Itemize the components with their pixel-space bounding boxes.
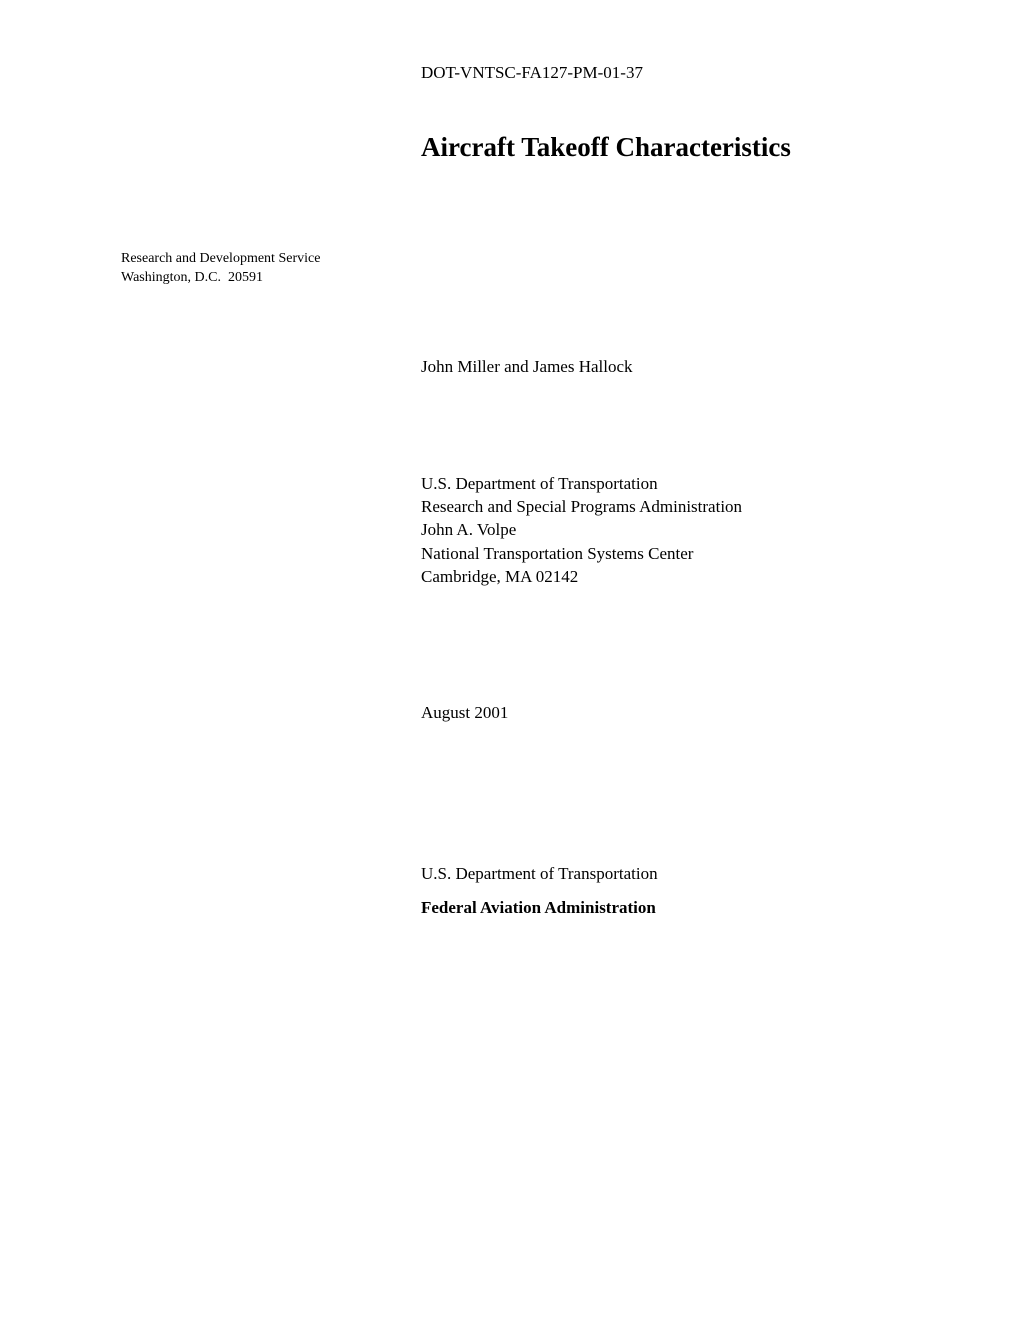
performing-organization [421, 472, 742, 588]
report-number: DOT-VNTSC-FA127-PM-01-37 [421, 63, 643, 82]
agency-department: U.S. Department of Transportation [421, 864, 658, 883]
document-title: Aircraft Takeoff Characteristics [421, 132, 791, 162]
org-line-5: Cambridge, MA 02142 [421, 566, 579, 586]
agency-name: Federal Aviation Administration [421, 898, 656, 917]
sponsor-block [121, 249, 320, 287]
org-line-3: John A. Volpe [421, 520, 517, 540]
authors: John Miller and James Hallock [421, 357, 633, 376]
sponsor-line-2: Washington, D.C. 20591 [121, 270, 263, 285]
sponsor-line-1: Research and Development Service [121, 251, 321, 266]
org-line-4: National Transportation Systems Center [421, 543, 694, 563]
org-line-1: U.S. Department of Transportation [421, 474, 658, 493]
org-line-2: Research and Special Programs Administration [421, 497, 743, 517]
publication-date: August 2001 [421, 703, 509, 722]
